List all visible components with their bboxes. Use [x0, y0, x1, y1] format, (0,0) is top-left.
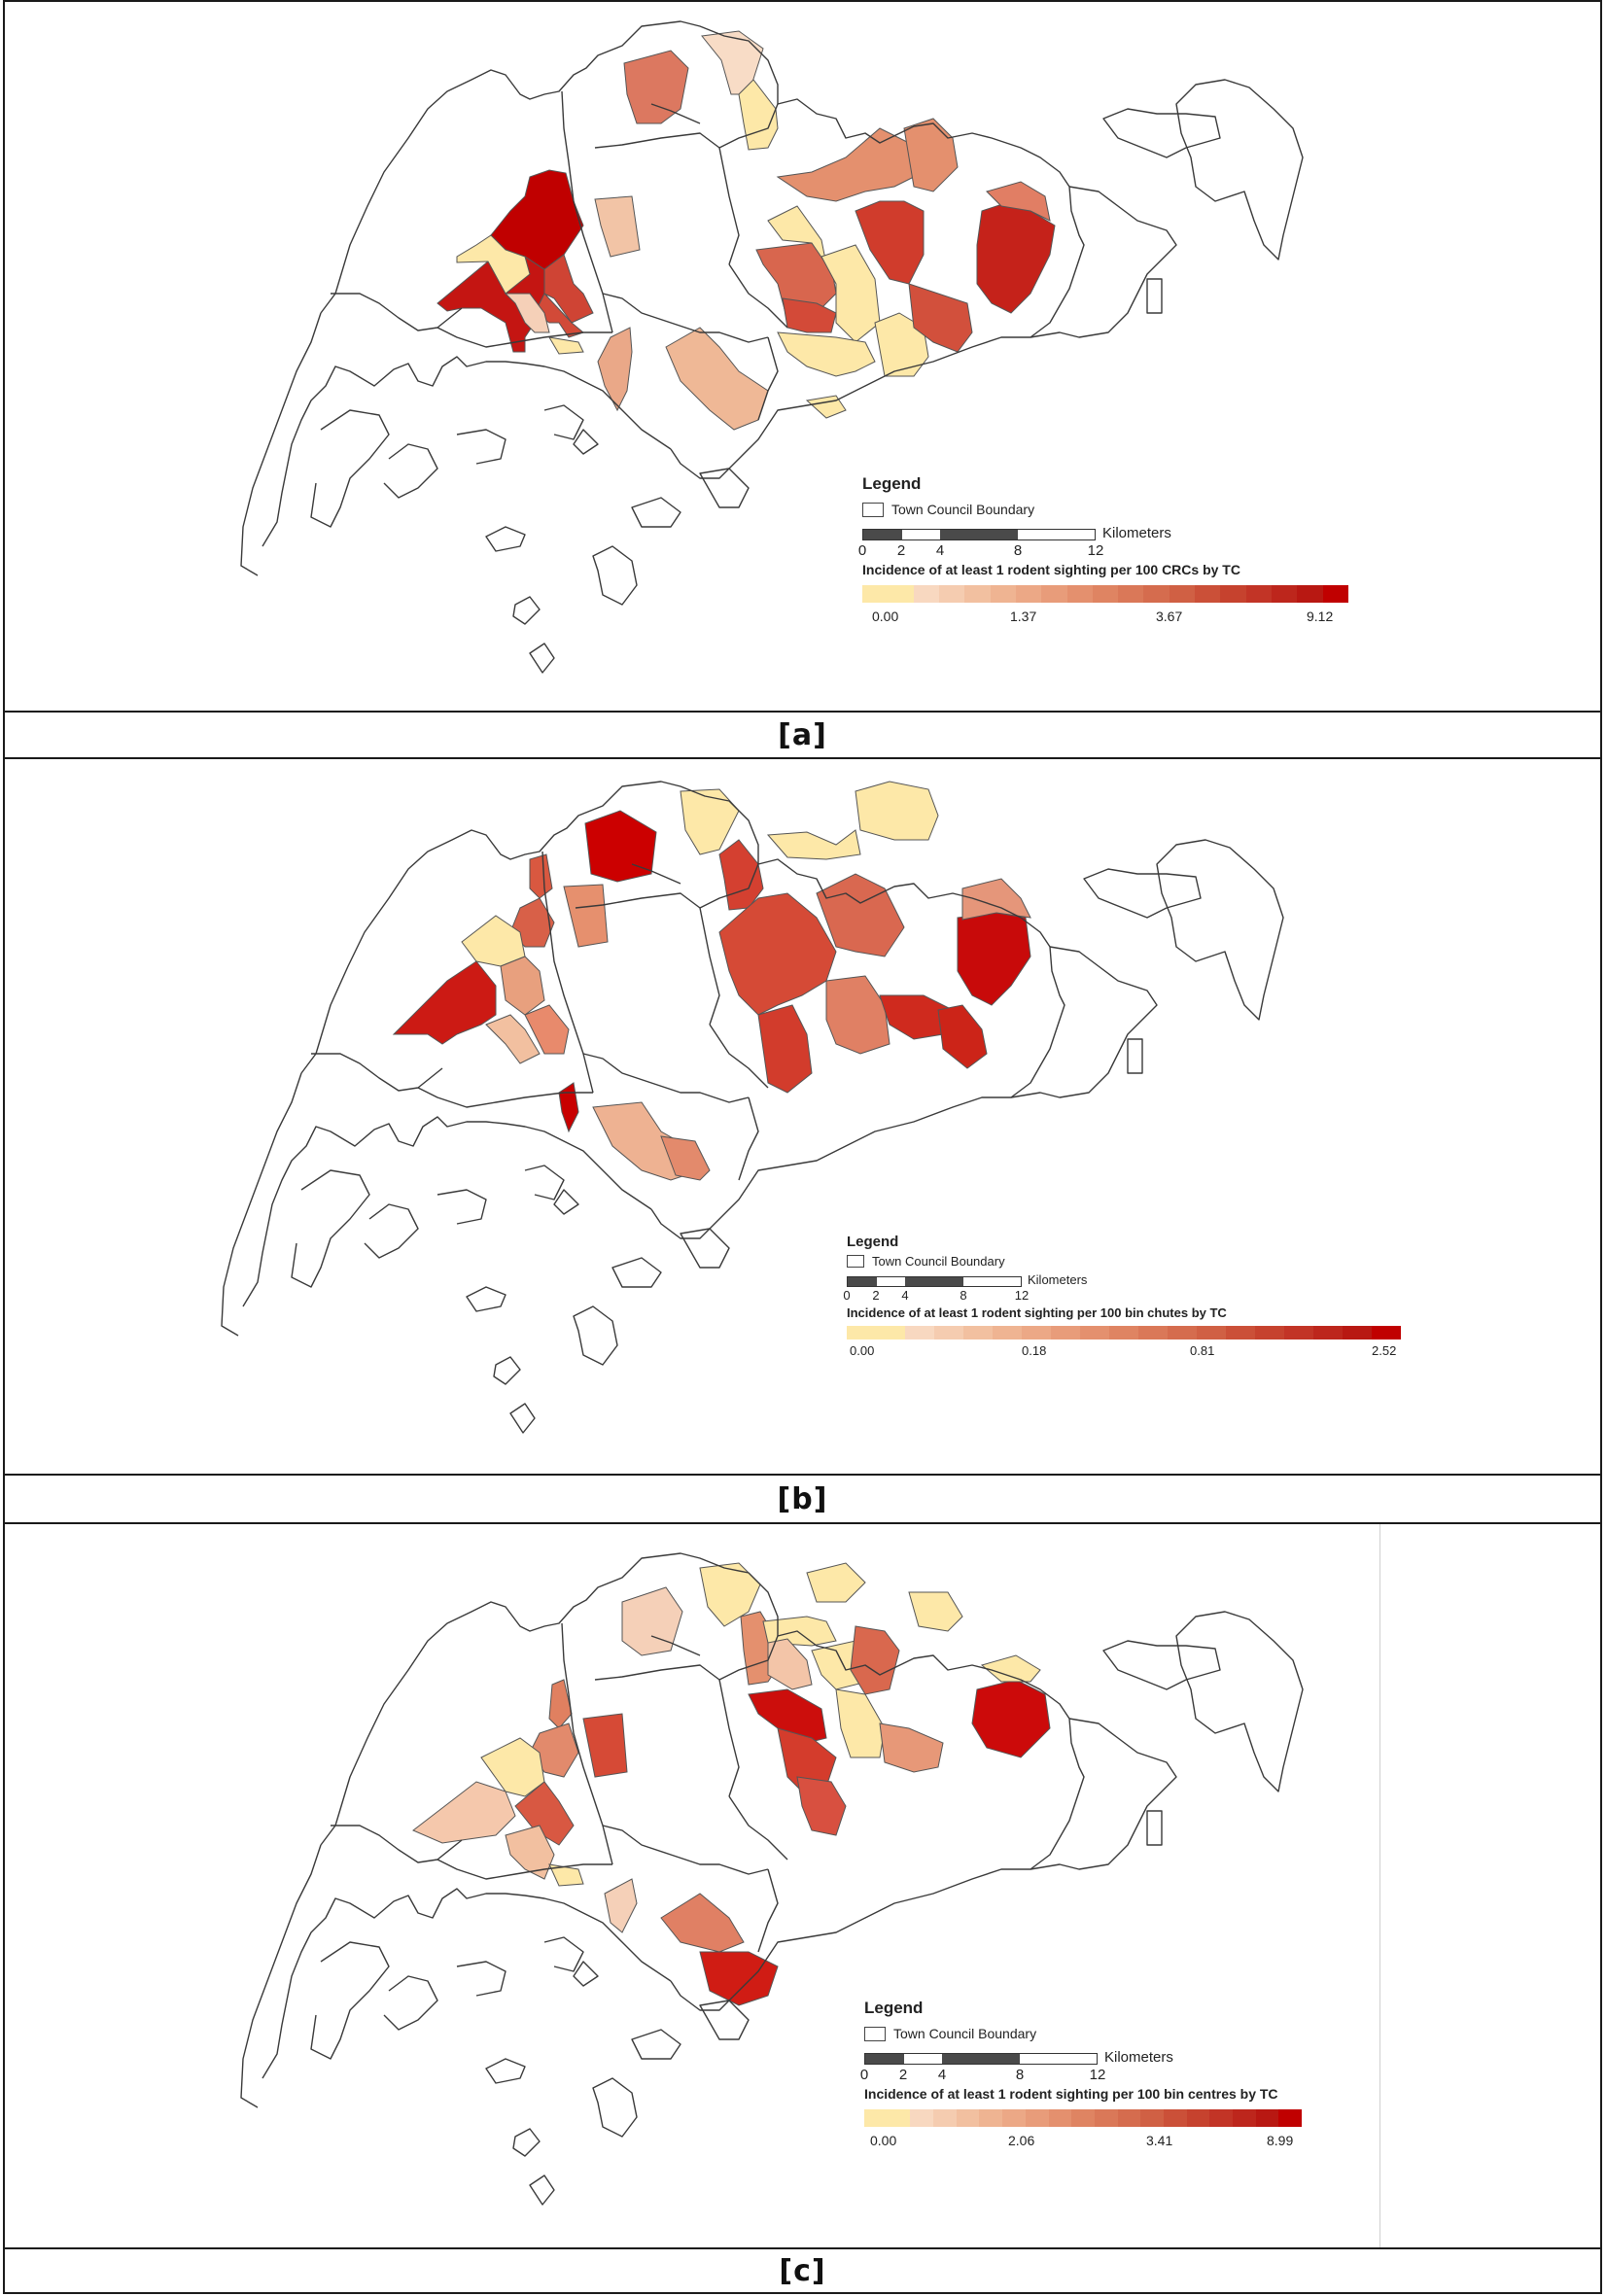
town-council-boundary-line: [632, 498, 681, 527]
town-council-boundary-line: [632, 2030, 681, 2059]
town-council-region: [598, 328, 632, 410]
town-council-boundary-line: [1176, 80, 1303, 260]
panel-label-a: [a]: [778, 717, 827, 752]
ramp-tick: 2.52: [1372, 1343, 1397, 1358]
legend-a: [857, 474, 1368, 628]
legend-c: [859, 1999, 1370, 2152]
ramp-step: [1323, 585, 1348, 603]
ramp-tick: 0.00: [870, 2133, 897, 2148]
ramp-step: [993, 1326, 1022, 1339]
ramp-step: [1233, 2109, 1256, 2127]
town-council-boundary-line: [1030, 187, 1176, 337]
ramp-step: [1284, 1326, 1313, 1339]
town-council-boundary-line: [525, 1165, 564, 1200]
town-council-region: [904, 119, 958, 191]
town-council-boundary-line: [321, 21, 1084, 478]
town-council-boundary-line: [384, 1976, 437, 2030]
town-council-region: [768, 830, 860, 859]
town-council-region: [855, 782, 938, 840]
town-council-region: [826, 976, 890, 1054]
town-council-boundary-line: [292, 1170, 369, 1287]
ramp-step: [1255, 1326, 1284, 1339]
town-council-boundary-line: [510, 1404, 535, 1433]
scale-tick: 0: [857, 542, 867, 559]
town-council-boundary-line: [457, 430, 506, 464]
town-council-region: [559, 1083, 578, 1131]
scale-unit: Kilometers: [1104, 2049, 1173, 2066]
scale-unit: Kilometers: [1102, 525, 1171, 541]
legend-b: [843, 1234, 1411, 1363]
ramp-step: [1168, 1326, 1197, 1339]
town-council-boundary-line: [530, 644, 554, 673]
ramp-step: [910, 2109, 933, 2127]
ramp-step: [1278, 2109, 1302, 2127]
ramp-step: [933, 2109, 957, 2127]
panel-label-c: [c]: [779, 2253, 826, 2288]
town-council-boundary-line: [739, 1097, 758, 1180]
ramp-step: [1209, 2109, 1233, 2127]
town-council-boundary-line: [544, 405, 583, 439]
town-council-boundary-line: [311, 1942, 389, 2059]
town-council-boundary-line: [593, 2078, 637, 2137]
boundary-label: Town Council Boundary: [893, 2026, 1037, 2041]
map-panel-b: [5, 759, 1600, 1474]
town-council-boundary-line: [384, 444, 437, 498]
ramp-step: [1297, 585, 1322, 603]
ramp-step: [1164, 2109, 1187, 2127]
ramp-step: [1372, 1326, 1401, 1339]
town-council-region: [797, 1777, 846, 1835]
town-council-boundary-line: [1103, 1641, 1220, 1689]
ramp-step: [957, 2109, 980, 2127]
town-council-boundary-line: [583, 1054, 749, 1102]
town-council-boundary-line: [729, 1796, 787, 1860]
town-council-region: [938, 1005, 987, 1068]
town-council-region: [778, 128, 924, 201]
town-council-region: [624, 51, 688, 123]
town-council-region: [768, 1639, 812, 1689]
town-council-region: [413, 1782, 515, 1843]
ramp-tick: 8.99: [1267, 2133, 1294, 2148]
town-council-region: [972, 1680, 1050, 1757]
ramp-step: [1256, 2109, 1279, 2127]
scale-tick: 4: [937, 2067, 947, 2083]
town-council-boundary-line: [700, 469, 749, 507]
town-council-boundary-line: [467, 1287, 506, 1311]
ramp-step: [1313, 1326, 1343, 1339]
color-ramp: [864, 2109, 1302, 2127]
ramp-step: [1138, 1326, 1168, 1339]
scale-ticks: [843, 1288, 1411, 1304]
ramp-step: [1095, 2109, 1118, 2127]
scale-tick: 2: [896, 542, 906, 559]
town-council-region: [549, 337, 583, 354]
town-council-region: [622, 1587, 682, 1655]
ramp-step: [1170, 585, 1195, 603]
town-council-region: [501, 957, 544, 1015]
ramp-step: [847, 1326, 905, 1339]
town-council-boundary-line: [513, 2129, 540, 2156]
town-council-region: [681, 789, 739, 854]
town-council-boundary-line: [1103, 109, 1220, 157]
scale-tick: 8: [1015, 2067, 1025, 2083]
town-council-region: [661, 1894, 744, 1952]
town-council-region: [605, 1879, 637, 1932]
color-ramp: [847, 1326, 1401, 1339]
town-council-boundary-line: [612, 1258, 661, 1287]
scale-tick: 12: [1014, 1288, 1030, 1303]
map-panel-a: [5, 2, 1600, 712]
town-council-boundary-line: [574, 1306, 617, 1365]
boundary-legend-item: [864, 2026, 1370, 2041]
town-council-boundary-line: [544, 1937, 583, 1971]
ramp-step: [934, 1326, 963, 1339]
ramp-step: [1051, 1326, 1080, 1339]
ramp-step: [1071, 2109, 1095, 2127]
ramp-step: [1022, 1326, 1051, 1339]
legend-title: Legend: [862, 474, 922, 493]
town-council-boundary-line: [710, 1025, 768, 1088]
town-council-boundary-line: [1147, 1811, 1162, 1845]
town-council-boundary-line: [486, 527, 525, 551]
ramp-tick: 0.00: [872, 609, 899, 624]
boundary-legend-item: [862, 502, 1368, 517]
scale-tick: 12: [1089, 2067, 1106, 2083]
town-council-boundary-line: [494, 1357, 520, 1384]
color-ramp-ticks: [847, 1343, 1401, 1363]
town-council-region: [836, 1689, 885, 1757]
ramp-step: [1343, 1326, 1372, 1339]
scale-tick: 4: [935, 542, 945, 559]
town-council-region: [394, 961, 496, 1044]
boundary-label: Town Council Boundary: [872, 1254, 1005, 1269]
color-ramp-title: Incidence of at least 1 rodent sighting per 100 CRCs by TC: [862, 562, 1240, 577]
ramp-tick: 0.00: [850, 1343, 875, 1358]
town-council-boundary-line: [486, 2059, 525, 2083]
scale-tick: 0: [859, 2067, 869, 2083]
town-council-region: [739, 80, 778, 150]
town-council-region: [909, 1592, 962, 1631]
ramp-step: [963, 1326, 993, 1339]
ramp-step: [1016, 585, 1041, 603]
map-panel-c: [5, 1524, 1600, 2247]
town-council-boundary-line: [1084, 869, 1201, 918]
ramp-step: [1246, 585, 1272, 603]
ramp-tick: 2.06: [1008, 2133, 1035, 2148]
choropleth-map-b: [5, 759, 1600, 1474]
town-council-boundary-line: [311, 410, 389, 527]
ramp-step: [1187, 2109, 1210, 2127]
town-council-region: [595, 196, 640, 257]
panel-label-row-b: [5, 1476, 1600, 1522]
town-council-boundary-line: [593, 546, 637, 605]
color-ramp-ticks: [864, 2133, 1302, 2152]
legend-title: Legend: [847, 1234, 899, 1250]
town-council-region: [807, 1563, 865, 1602]
ramp-tick: 1.37: [1010, 609, 1037, 624]
town-council-region: [783, 298, 836, 332]
ramp-step: [991, 585, 1016, 603]
town-council-boundary-line: [241, 1845, 321, 2107]
boundary-label: Town Council Boundary: [891, 502, 1035, 517]
color-ramp-title: Incidence of at least 1 rodent sighting per 100 bin chutes by TC: [847, 1305, 1227, 1320]
scale-tick: 12: [1087, 542, 1104, 559]
town-council-boundary-line: [311, 1054, 442, 1091]
town-council-boundary-line: [1030, 1719, 1176, 1869]
ramp-step: [1118, 2109, 1141, 2127]
ramp-step: [1026, 2109, 1049, 2127]
ramp-step: [1272, 585, 1297, 603]
ramp-tick: 3.67: [1156, 609, 1183, 624]
ramp-step: [1226, 1326, 1255, 1339]
town-council-boundary-line: [513, 597, 540, 624]
ramp-step: [1220, 585, 1245, 603]
town-council-region: [778, 332, 875, 376]
scale-bar: [847, 1274, 1411, 1288]
town-council-boundary-line: [457, 1962, 506, 1996]
scale-unit: Kilometers: [1028, 1272, 1088, 1287]
ramp-tick: 0.81: [1190, 1343, 1215, 1358]
ramp-tick: 0.18: [1022, 1343, 1047, 1358]
scale-ticks: [857, 542, 1368, 560]
color-ramp: [862, 585, 1348, 603]
ramp-step: [862, 585, 914, 603]
ramp-step: [1093, 585, 1118, 603]
panel-label-row-a: [5, 713, 1600, 757]
town-council-boundary-line: [530, 2175, 554, 2205]
town-council-region: [564, 885, 608, 947]
town-council-boundary-line: [241, 313, 321, 575]
legend-title: Legend: [864, 1999, 924, 2017]
town-council-boundary-line: [1147, 279, 1162, 313]
ramp-step: [1195, 585, 1220, 603]
scale-tick: 2: [898, 2067, 908, 2083]
ramp-step: [914, 585, 939, 603]
town-council-boundary-line: [700, 2000, 749, 2039]
town-council-boundary-line: [243, 1117, 651, 1306]
town-council-region: [977, 201, 1055, 313]
town-council-boundary-line: [603, 1826, 768, 1874]
scale-bar: [864, 2051, 1370, 2067]
panel-label-b: [b]: [777, 1481, 828, 1516]
ramp-step: [864, 2109, 910, 2127]
town-council-region: [585, 811, 656, 882]
town-council-boundary-line: [1011, 947, 1157, 1097]
scale-tick: 8: [960, 1288, 967, 1303]
ramp-step: [939, 585, 964, 603]
town-council-region: [666, 328, 768, 430]
panel-label-row-c: [5, 2249, 1600, 2292]
town-council-region: [758, 1005, 812, 1093]
town-council-boundary-line: [1128, 1039, 1142, 1073]
scale-tick: 8: [1013, 542, 1023, 559]
town-council-region: [958, 913, 1030, 1005]
ramp-step: [1197, 1326, 1226, 1339]
boundary-swatch-icon: [864, 2027, 886, 2041]
boundary-legend-item: [847, 1254, 1411, 1269]
scale-tick: 0: [843, 1288, 851, 1303]
town-council-region: [583, 1714, 627, 1777]
image-edge-line: [1379, 1524, 1380, 2247]
scale-tick: 4: [901, 1288, 909, 1303]
ramp-step: [1041, 585, 1066, 603]
ramp-step: [1118, 585, 1143, 603]
town-council-boundary-line: [437, 1190, 486, 1224]
town-council-boundary-line: [681, 1229, 729, 1268]
color-ramp-ticks: [862, 609, 1348, 628]
town-council-boundary-line: [222, 1073, 301, 1336]
ramp-step: [1002, 2109, 1026, 2127]
town-council-boundary-line: [1176, 1612, 1303, 1792]
town-council-boundary-line: [365, 1204, 418, 1258]
town-council-region: [719, 893, 836, 1015]
ramp-step: [1143, 585, 1169, 603]
scale-ticks: [859, 2067, 1370, 2084]
ramp-step: [1067, 585, 1093, 603]
ramp-step: [1080, 1326, 1109, 1339]
scale-tick: 2: [872, 1288, 880, 1303]
ramp-step: [905, 1326, 934, 1339]
boundary-swatch-icon: [862, 503, 884, 517]
town-council-boundary-line: [1157, 840, 1283, 1020]
town-council-region: [880, 1723, 943, 1772]
ramp-step: [979, 2109, 1002, 2127]
town-council-boundary-line: [758, 1869, 778, 1952]
town-council-region: [530, 854, 552, 898]
scale-bar: [862, 527, 1368, 542]
ramp-step: [1049, 2109, 1072, 2127]
ramp-step: [1109, 1326, 1138, 1339]
boundary-swatch-icon: [847, 1255, 864, 1268]
ramp-step: [964, 585, 990, 603]
town-council-region: [982, 1655, 1040, 1682]
ramp-step: [1140, 2109, 1164, 2127]
color-ramp-title: Incidence of at least 1 rodent sighting per 100 bin centres by TC: [864, 2086, 1278, 2102]
ramp-tick: 3.41: [1146, 2133, 1173, 2148]
ramp-tick: 9.12: [1307, 609, 1334, 624]
